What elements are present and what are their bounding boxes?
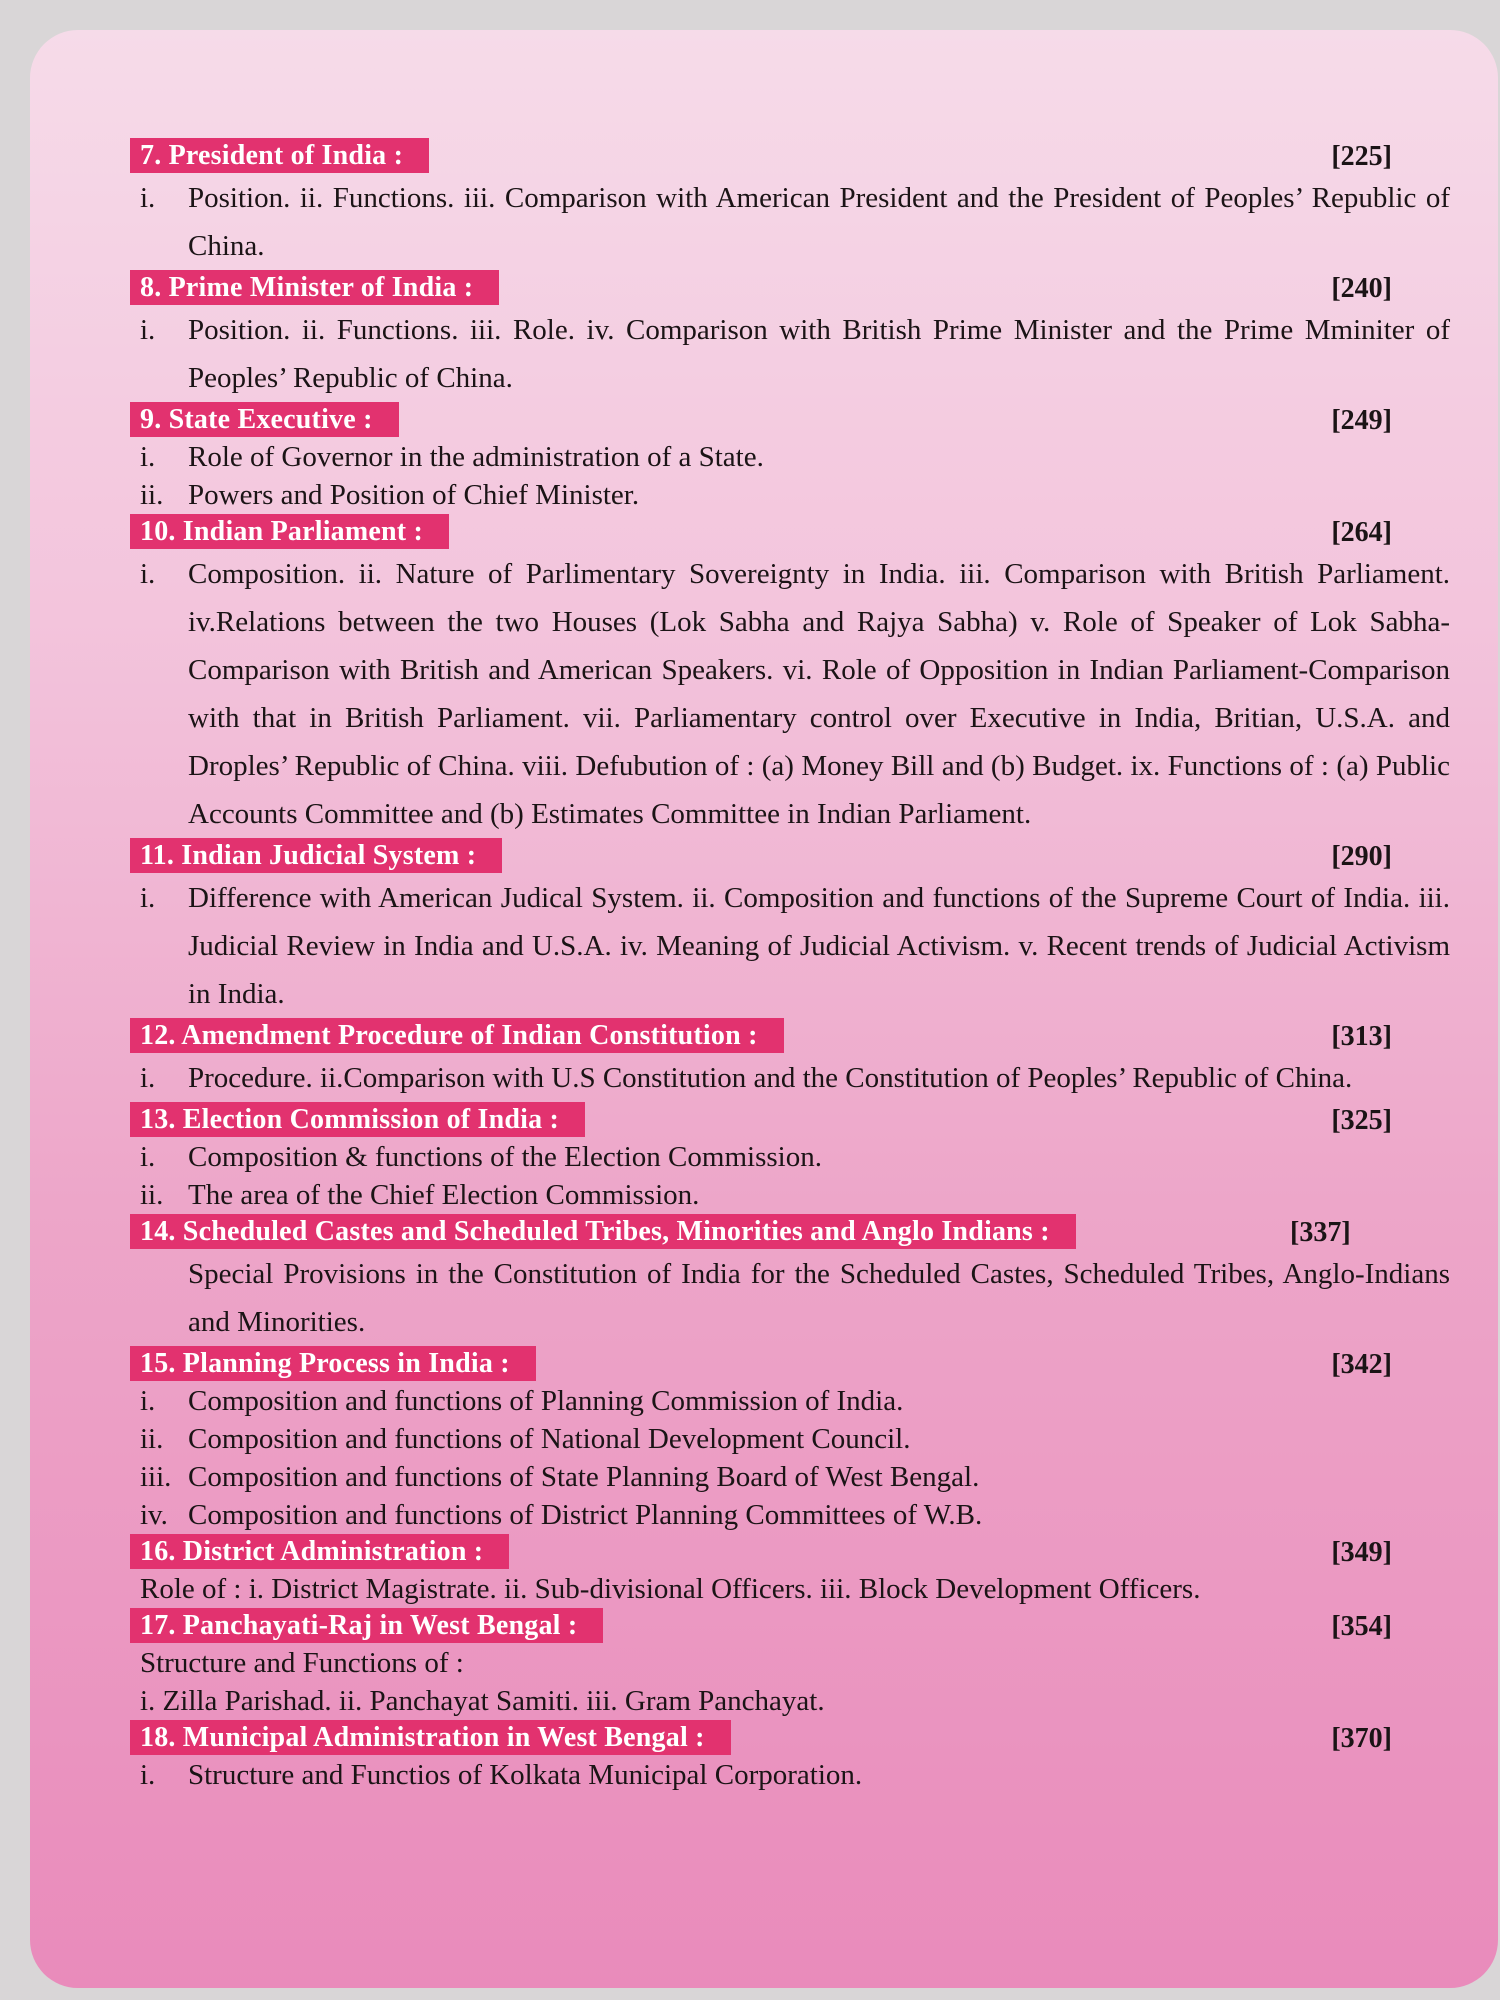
section-heading: 15. Planning Process in India : <box>130 1346 536 1381</box>
section-heading: 16. District Administration : <box>130 1534 509 1569</box>
list-item: ii. Composition and functions of National Development Council. <box>140 1423 911 1455</box>
section-municipal-administration <box>130 1720 1450 1794</box>
section-indian-parliament <box>130 514 1450 838</box>
section-heading: 14. Scheduled Castes and Scheduled Tribes, Minorities and Anglo Indians : <box>130 1214 1076 1249</box>
section-district-administration <box>130 1534 1450 1608</box>
section-heading: 10. Indian Parliament : <box>130 514 449 549</box>
list-item: i. Structure and Functios of Kolkata Municipal Corporation. <box>140 1759 863 1791</box>
section-planning-process <box>130 1346 1450 1534</box>
page-number: [290] <box>1331 841 1392 872</box>
page-number: [325] <box>1331 1105 1392 1136</box>
list-item: i. Role of Governor in the administration of a State. <box>140 441 764 473</box>
list-item: i. Composition & functions of the Election Commission. <box>140 1141 822 1173</box>
list-item: i. Position. ii. Functions. iii. Role. iv. Comparison with British Prime Minister and the Prime Mminiter of Peoples’ Republic of China. <box>140 314 1450 394</box>
section-heading: 17. Panchayati-Raj in West Bengal : <box>130 1608 603 1643</box>
list-item: i. Position. ii. Functions. iii. Comparison with American President and the President of Peoples’ Republic of China. <box>140 182 1450 262</box>
list-item: iv. Composition and functions of District Planning Committees of W.B. <box>140 1499 983 1531</box>
page-number: [249] <box>1331 405 1392 436</box>
section-amendment-procedure <box>130 1018 1450 1102</box>
section-judicial-system <box>130 838 1450 1018</box>
list-item: i. Difference with American Judical System. ii. Composition and functions of the Supreme Court of India. iii. Judicial Review in India and U.S.A. iv. Meaning of Judicial Activism. v. Recent trends of Judicial Activism in India. <box>140 882 1450 1010</box>
section-election-commission <box>130 1102 1450 1214</box>
list-item: i. Zilla Parishad. ii. Panchayat Samiti. iii. Gram Panchayat. <box>140 1685 825 1717</box>
list-item: iii. Composition and functions of State Planning Board of West Bengal. <box>140 1461 980 1493</box>
section-scheduled-castes <box>130 1214 1450 1346</box>
page-number: [240] <box>1331 273 1392 304</box>
syllabus-page <box>30 30 1498 1988</box>
page-number: [225] <box>1331 141 1392 172</box>
section-heading: 9. State Executive : <box>130 402 399 437</box>
section-state-executive <box>130 402 1450 514</box>
section-prime-minister <box>130 270 1450 402</box>
page-number: [349] <box>1331 1537 1392 1568</box>
page-number: [264] <box>1331 517 1392 548</box>
list-item: i. Composition. ii. Nature of Parlimentary Sovereignty in India. iii. Comparison with British Parliament. iv.Relations between the two Houses (Lok Sabha and Rajya Sabha) v. Role of Speaker of Lok Sabha-Comparison with British and American Speakers. vi. Role of Opposition in Indian Parliament-Comparison with that in British Parliament. vii. Parliamentary control over Executive in India, Britian, U.S.A. and Droples’ Republic of China. viii. Defubution of : (a) Money Bill and (b) Budget. ix. Functions of : (a) Public Accounts Committee and (b) Estimates Committee in Indian Parliament. <box>140 558 1450 830</box>
page-number: [313] <box>1331 1021 1392 1052</box>
page-number: [354] <box>1331 1611 1392 1642</box>
list-item: i. Composition and functions of Planning Commission of India. <box>140 1385 904 1417</box>
section-heading: 11. Indian Judicial System : <box>130 838 502 873</box>
list-item: Special Provisions in the Constitution of India for the Scheduled Castes, Scheduled Tribes, Anglo-Indians and Minorities. <box>188 1258 1450 1338</box>
page-number: [342] <box>1331 1349 1392 1380</box>
section-heading: 8. Prime Minister of India : <box>130 270 499 305</box>
section-panchayati-raj <box>130 1608 1450 1720</box>
page-number: [370] <box>1331 1723 1392 1754</box>
section-heading: 7. President of India : <box>130 138 429 173</box>
section-president <box>130 138 1450 270</box>
list-item: ii. The area of the Chief Election Commission. <box>140 1179 700 1211</box>
page-number: [337] <box>1290 1217 1351 1248</box>
list-item: i. Procedure. ii.Comparison with U.S Constitution and the Constitution of Peoples’ Republic of China. <box>140 1062 1353 1094</box>
list-item: Role of : i. District Magistrate. ii. Sub-divisional Officers. iii. Block Development Officers. <box>140 1573 1201 1605</box>
section-heading: 12. Amendment Procedure of Indian Constitution : <box>130 1018 784 1053</box>
list-item: ii. Powers and Position of Chief Minister. <box>140 479 640 511</box>
syllabus-contents <box>130 138 1450 1794</box>
section-heading: 18. Municipal Administration in West Bengal : <box>130 1720 731 1755</box>
list-item: Structure and Functions of : <box>140 1647 464 1679</box>
section-heading: 13. Election Commission of India : <box>130 1102 585 1137</box>
